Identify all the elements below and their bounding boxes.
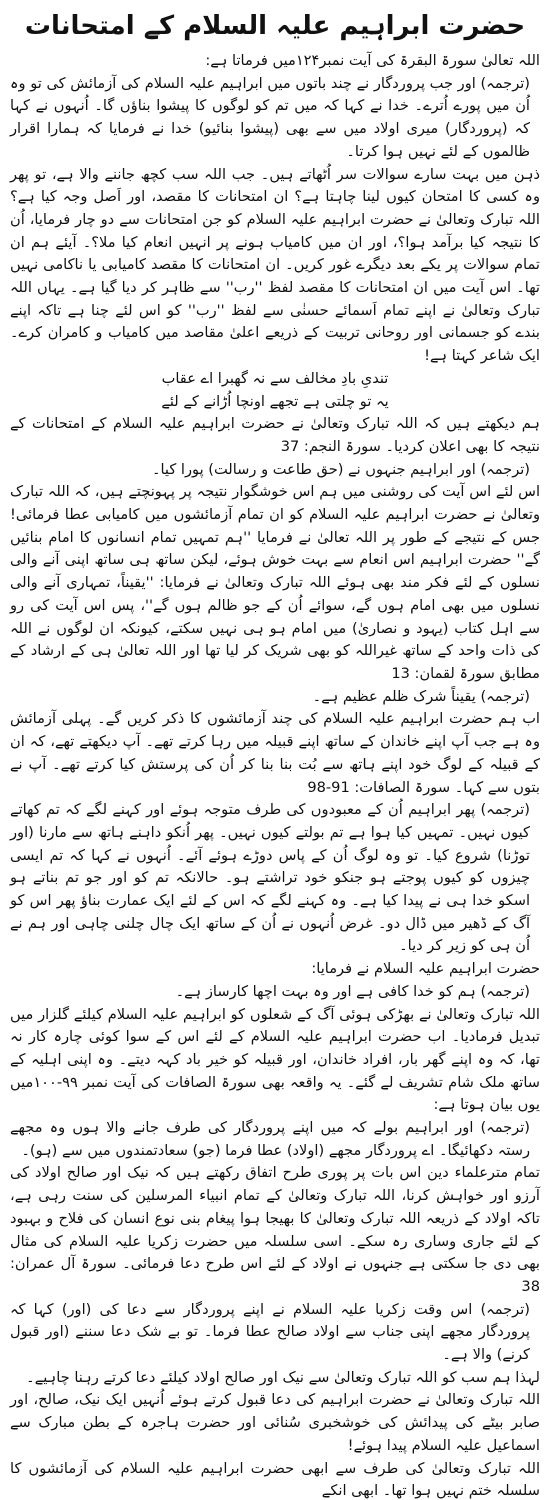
verse-translation-2: (ترجمہ) اور ابراہیم جنہوں نے (حق طاعت و رسالت) پورا کیا۔ — [151, 460, 530, 478]
verse-translation-3: (ترجمہ) یقیناً شرک ظلم عظیم ہے۔ — [312, 687, 530, 705]
paragraph-glad-tidings: اللہ تبارک وتعالیٰ نے حضرت ابراہیم کی دعا قبول کرتے ہوئے اُنہیں ایک نیک، صالح، اور صابر بیٹے کی پیدائش کی خوشخبری سُنائی اور حضرت ہاجرہ کے بطن مبارک سے اسماعیل علیہ السلام پیدا ہوئے! — [10, 1391, 540, 1454]
paragraph-fire: اللہ تبارک وتعالیٰ نے بھڑکی ہوئی آگ کے شعلوں کو ابراہیم علیہ السلام کیلئے گلزار میں تبدیل فرمادیا۔ اب حضرت ابراہیم علیہ السلام کے لئے اس کے سوا کوئی چارہ کار نہ تھا، کہ وہ اپنے گھر بار، افراد خاندان، اور قبیلہ کو خیر باد کہہ دیتے۔ وہ اپنی اہلیہ کے ساتھ ملک شام تشریف لے گئے۔ یہ واقعہ بھی سورۃ الصافات کی آیت نمبر ۹۹-۱۰۰میں یوں بیان ہوتا ہے: — [10, 1005, 540, 1114]
verse-translation-6: (ترجمہ) اور ابراہیم بولے کہ میں اپنے پروردگار کی طرف جانے والا ہوں وہ مجھے رستہ دکھائیگا۔ اے پروردگار مجھے (اولاد) عطا فرما (جو) سعادتمندوں میں سے (ہو)۔ — [10, 1119, 530, 1159]
article-title: حضرت ابراہیم علیہ السلام کے امتحانات — [24, 11, 526, 41]
paragraph-scholars: تمام مترعلماء دین اس بات پر پوری طرح اتفاق رکھتے ہیں کہ نیک اور صالح اولاد کی آرزو اور خواہش کرنا، اللہ تبارک وتعالیٰ کے تمام انبیاء المرسلین کی سنت رہی ہے، تاکہ اولاد کے ذریعہ اللہ تبارک وتعالیٰ کا بھیجا ہوا پیغام بنی نوع انسان کی فلاح و بہبود کے لئے جاری وساری رہ سکے۔ اسی سلسلہ میں حضرت زکریا علیہ السلام کی مثال بھی دی جا سکتی ہے جنہوں نے اولاد کے لئے اس طرح دعا فرمائی۔ سورۃ آل عمران: 38 — [10, 1164, 540, 1295]
verse-translation-4: (ترجمہ) پھر ابراہیم اُن کے معبودوں کی طرف متوجہ ہوئے اور کہنے لگے کہ تم کھاتے کیوں نہیں۔ تمہیں کیا ہوا ہے تم بولتے کیوں نہیں۔ پھر اُنکو داہنے ہاتھ سے مارنا (اور توڑنا) شروع کیا۔ تو وہ لوگ اُن کے پاس دوڑے ہوئے آئے۔ اُنہوں نے کہا کہ تم ایسی چیزوں کو کیوں پوجتے ہو جنکو خود تراشتے ہو۔ حالانکہ تم کو اور جو تم بناتے ہو اسکو خدا ہی نے پیدا کیا ہے۔ وہ کہنے لگے کہ اس کے لئے ایک عمارت بناؤ پھر اس کو آگ کے ڈھیر میں ڈال دو۔ غرض اُنہوں نے اُن کے ساتھ ایک چال چلنی چاہی اور ہم نے اُن ہی کو زیر کر دیا۔ — [10, 801, 530, 955]
paragraph-said: حضرت ابراہیم علیہ السلام نے فرمایا: — [311, 960, 540, 978]
couplet-line-2: یہ تو چلتی ہے تجھے اونچا اُڑانے کے لئے — [161, 392, 389, 410]
paragraph-first-trial: اب ہم حضرت ابراہیم علیہ السلام کی چند آزمائشوں کا ذکر کریں گے۔ پہلی آزمائش وہ ہے جب آپ اپنے خاندان کے ساتھ اپنے قبیلہ میں رہا کرتے تھے۔ آپ دیکھتے تھے، کہ ان کے قبیلہ کے لوگ خود اپنے ہاتھ سے بُت بنا بنا کر اُن کی پرستش کیا کرتے تھے۔ آپ نے بتوں سے کہا۔ سورۃ الصافات: 91-98 — [10, 710, 540, 796]
paragraph-imam: اس لئے اس آیت کی روشنی میں ہم اس خوشگوار نتیجہ پر پہونچتے ہیں، کہ اللہ تبارک وتعالیٰ نے حضرت ابراہیم علیہ السلام کو ان تمام آزمائشوں میں کامیابی عطا فرمائی! جس کے نتیجے کے طور پر اللہ تعالیٰ نے فرمایا ''ہم تمہیں تمام انسانوں کا امام بنائیں گے'' حضرت ابراہیم اس انعام سے بہت خوش ہوئے، لیکن ساتھ ہی ساتھ اپنی آنے والی نسلوں کے لئے فکر مند بھی ہوئے اللہ تبارک وتعالیٰ نے فرمایا: ''یقیناً، تمہاری آنے والی نسلوں میں بھی امام ہوں گے، سوائے اُن کے جو ظالم ہوں گے''، پس اس آیت کی رو سے اہل کتاب (یہود و نصاریٰ) میں امام ہو ہی نہیں سکتے، کیونکہ ان لوگوں نے اللہ کی ذات واحد کے ساتھ غیراللہ کو بھی شریک کر لیا تھا اور اللہ تعالیٰ ہی کے ارشاد کے مطابق سورۃ لقمان: 13 — [10, 483, 540, 682]
verse-translation-7: (ترجمہ) اس وقت زکریا علیہ السلام نے اپنے پروردگار سے دعا کی (اور) کہا کہ پروردگار مجھے اپنی جناب سے اولاد صالح عطا فرما۔ تو بے شک دعا سننے (اور قبول کرنے) والا ہے۔ — [10, 1300, 530, 1364]
couplet-line-1: تندیِ بادِ مخالف سے نہ گھبرا اے عقاب — [161, 369, 389, 387]
paragraph-pray: لہذا ہم سب کو اللہ تبارک وتعالیٰ سے نیک اور صالح اولاد کیلئے دعا کرتے رہنا چاہیے۔ — [26, 1368, 540, 1386]
verse-translation-1: (ترجمہ) اور جب پروردگار نے چند باتوں میں ابراہیم علیہ السلام کی آزمائش کی تو وہ اُن میں پورے اُترے۔ خدا نے کہا کہ میں تم کو لوگوں کا پیشوا بناؤں گا۔ اُنہوں نے کہا کہ (پروردگار) میری اولاد میں سے بھی (پیشوا بنائیو) خدا نے فرمایا کہ ہمارا اقرار ظالموں کے لئے نہیں ہوا کرتا۔ — [10, 74, 530, 160]
verse-translation-5: (ترجمہ) ہم کو خدا کافی ہے اور وہ بہت اچھا کارساز ہے۔ — [175, 982, 530, 1000]
paragraph-continuation: اللہ تبارک وتعالیٰ کی طرف سے ابھی حضرت ابراہیم علیہ السلام کی آزمائشوں کا سلسلہ ختم نہیں ہوا تھا۔ ابھی انکے — [10, 1459, 540, 1500]
intro-line: اللہ تعالیٰ سورۃ البقرۃ کی آیت نمبر۱۲۴میں فرماتا ہے: — [205, 52, 540, 69]
paragraph-questions: ذہن میں بہت سارے سوالات سر اُٹھاتے ہیں۔ جب اللہ سب کچھ جاننے والا ہے، تو پھر وہ کسی کا امتحان کیوں لینا چاہتا ہے؟ ان امتحانات کا مقصد، اور اَصل وجہ کیا ہے؟ اللہ تبارک وتعالیٰ نے حضرت ابراہیم علیہ السلام کو جن امتحانات سے دو چار فرمایا، اُن کا نتیجہ کیا برآمد ہوا؟، اور ان میں کامیاب ہونے پر انہیں انعام کیا ملا؟۔ آیئے ہم ان تمام سوالات پر یکے بعد دیگرے غور کریں۔ ان امتحانات کا مقصد کامیابی یا ناکامی نہیں تھا۔ اس آیت میں ان امتحانات کا مقصد لفظ ''رب'' سے ظاہر کر دیا گیا ہے۔ یہاں اللہ تبارک وتعالیٰ نے اپنے تمام اَسمائے حسنٰی سے لفظ ''رب'' کو اس لئے چنا ہے تاکہ اپنے بندے کو جسمانی اور روحانی تربیت کے ذریعے اعلیٰ مقاصد میں کامیاب و کامران کرے۔ ایک شاعر کہتا ہے! — [10, 165, 540, 365]
poetry-couplet — [10, 368, 540, 413]
paragraph-result: ہم دیکھتے ہیں کہ اللہ تبارک وتعالیٰ نے حضرت ابراہیم علیہ السلام کے امتحانات کے نتیجہ کا بھی اعلان کردیا۔ سورۃ النجم: 37 — [10, 415, 540, 455]
